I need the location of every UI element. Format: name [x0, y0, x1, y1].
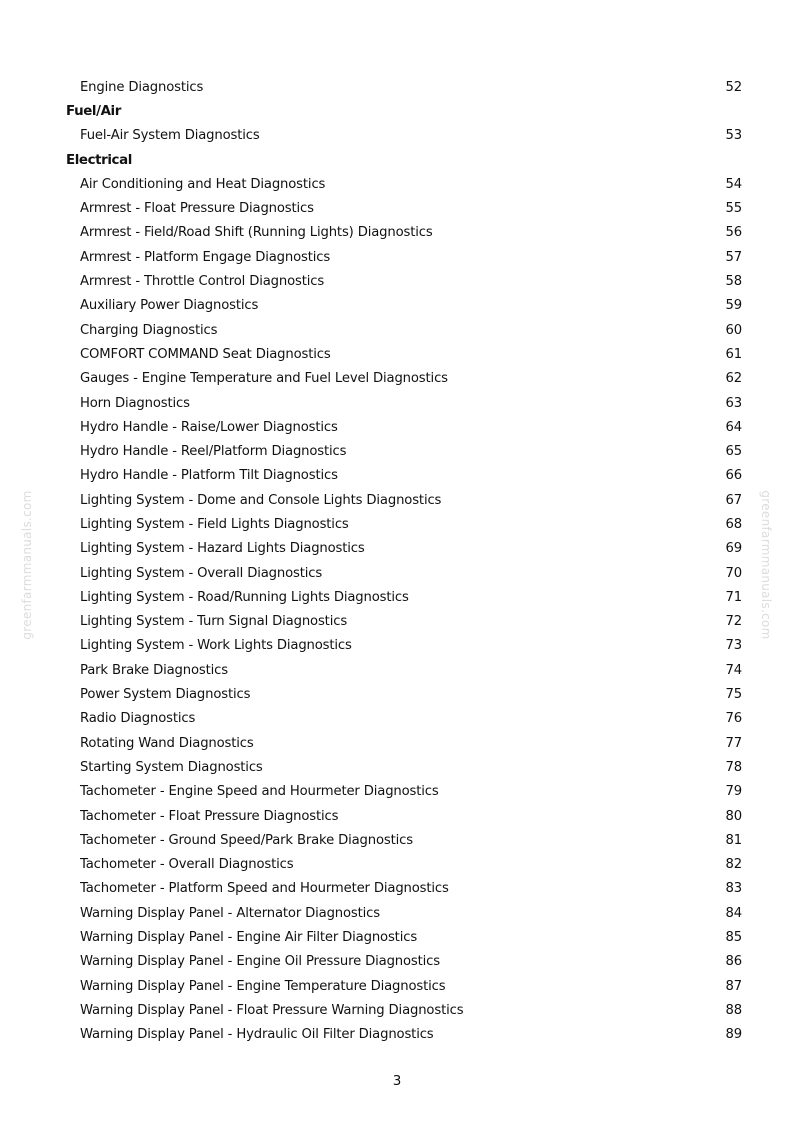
entry-title: Tachometer - Overall Diagnostics: [80, 857, 294, 873]
entry-title: Lighting System - Hazard Lights Diagnostics: [80, 541, 365, 557]
entry-page-number: 81: [725, 832, 742, 848]
entry-page-number: 53: [725, 128, 742, 144]
entry-title: Armrest - Float Pressure Diagnostics: [80, 201, 314, 217]
entry-page-number: 76: [725, 711, 742, 727]
entry-page-number: 56: [725, 225, 742, 241]
watermark-left: greenfarmmanuals.com: [20, 490, 34, 640]
entry-page-number: 83: [725, 881, 742, 897]
entry-page-number: 63: [725, 395, 742, 411]
entry-title: COMFORT COMMAND Seat Diagnostics: [80, 346, 331, 362]
toc-entry[interactable]: [66, 731, 742, 755]
entry-page-number: 59: [725, 298, 742, 314]
entry-page-number: 84: [725, 905, 742, 921]
entry-page-number: 80: [725, 808, 742, 824]
entry-title: Power System Diagnostics: [80, 687, 251, 703]
toc-entry[interactable]: [66, 415, 742, 439]
entry-title: Tachometer - Ground Speed/Park Brake Diagnostics: [80, 832, 413, 848]
entry-page-number: 87: [725, 978, 742, 994]
toc-entry[interactable]: [66, 634, 742, 658]
entry-page-number: 55: [725, 201, 742, 217]
entry-title: Charging Diagnostics: [80, 322, 218, 338]
toc-entry[interactable]: [66, 853, 742, 877]
entry-title: Lighting System - Road/Running Lights Diagnostics: [80, 589, 409, 605]
entry-title: Warning Display Panel - Engine Temperature Diagnostics: [80, 978, 446, 994]
toc-entry[interactable]: [66, 925, 742, 949]
entry-title: Lighting System - Field Lights Diagnostics: [80, 516, 349, 532]
toc-entry[interactable]: [66, 974, 742, 998]
entry-title: Armrest - Throttle Control Diagnostics: [80, 274, 325, 290]
toc-entry[interactable]: [66, 196, 742, 220]
toc-entry[interactable]: [66, 658, 742, 682]
entry-title: Armrest - Field/Road Shift (Running Lights) Diagnostics: [80, 225, 433, 241]
entry-title: Warning Display Panel - Alternator Diagnostics: [80, 905, 381, 921]
toc-entry[interactable]: [66, 269, 742, 293]
toc-entry[interactable]: [66, 439, 742, 463]
entry-page-number: 75: [725, 687, 742, 703]
toc-entry[interactable]: [66, 488, 742, 512]
entry-title: Lighting System - Work Lights Diagnostics: [80, 638, 352, 654]
entry-page-number: 78: [725, 759, 742, 775]
entry-page-number: 72: [725, 614, 742, 630]
entry-page-number: 82: [725, 857, 742, 873]
toc-entry[interactable]: [66, 707, 742, 731]
entry-page-number: 52: [725, 79, 742, 95]
entry-title: Lighting System - Overall Diagnostics: [80, 565, 323, 581]
entry-page-number: 62: [725, 371, 742, 387]
entry-title: Horn Diagnostics: [80, 395, 190, 411]
entry-page-number: 61: [725, 346, 742, 362]
toc-entry[interactable]: [66, 221, 742, 245]
entry-title: Hydro Handle - Reel/Platform Diagnostics: [80, 444, 347, 460]
entry-title: Park Brake Diagnostics: [80, 662, 228, 678]
toc-entry[interactable]: [66, 294, 742, 318]
toc-entry[interactable]: [66, 537, 742, 561]
toc-entry[interactable]: [66, 780, 742, 804]
entry-title: Radio Diagnostics: [80, 711, 196, 727]
entry-page-number: 73: [725, 638, 742, 654]
entry-title: Lighting System - Turn Signal Diagnostics: [80, 614, 348, 630]
entry-title: Engine Diagnostics: [80, 79, 204, 95]
toc-entry[interactable]: [66, 512, 742, 536]
toc-entry[interactable]: [66, 172, 742, 196]
toc-entry[interactable]: [66, 245, 742, 269]
entry-page-number: 79: [725, 784, 742, 800]
entry-title: Auxiliary Power Diagnostics: [80, 298, 259, 314]
entry-title: Rotating Wand Diagnostics: [80, 735, 254, 751]
toc-entry[interactable]: [66, 877, 742, 901]
entry-page-number: 65: [725, 444, 742, 460]
entry-title: Tachometer - Float Pressure Diagnostics: [80, 808, 339, 824]
toc-entry[interactable]: [66, 561, 742, 585]
entry-page-number: 77: [725, 735, 742, 751]
entry-title: Gauges - Engine Temperature and Fuel Level Diagnostics: [80, 371, 448, 387]
toc-entry[interactable]: [66, 998, 742, 1022]
toc-section-heading: [66, 99, 742, 123]
entry-page-number: 85: [725, 930, 742, 946]
toc-entry[interactable]: [66, 367, 742, 391]
toc-entry[interactable]: [66, 124, 742, 148]
toc-entry[interactable]: [66, 318, 742, 342]
toc-entry[interactable]: [66, 391, 742, 415]
entry-title: Warning Display Panel - Engine Air Filter Diagnostics: [80, 930, 418, 946]
toc-entry[interactable]: [66, 901, 742, 925]
entry-page-number: 66: [725, 468, 742, 484]
toc-entry[interactable]: [66, 950, 742, 974]
entry-title: Starting System Diagnostics: [80, 759, 263, 775]
entry-title: Armrest - Platform Engage Diagnostics: [80, 249, 331, 265]
section-title: Electrical: [66, 152, 132, 168]
entry-page-number: 57: [725, 249, 742, 265]
toc-entry[interactable]: [66, 75, 742, 99]
toc-entry[interactable]: [66, 828, 742, 852]
entry-page-number: 88: [725, 1002, 742, 1018]
entry-page-number: 70: [725, 565, 742, 581]
entry-page-number: 86: [725, 954, 742, 970]
toc-entry[interactable]: [66, 1023, 742, 1047]
entry-title: Warning Display Panel - Engine Oil Pressure Diagnostics: [80, 954, 440, 970]
entry-page-number: 67: [725, 492, 742, 508]
toc-entry[interactable]: [66, 804, 742, 828]
toc-entry[interactable]: [66, 464, 742, 488]
entry-page-number: 60: [725, 322, 742, 338]
entry-title: Lighting System - Dome and Console Lights Diagnostics: [80, 492, 442, 508]
entry-page-number: 68: [725, 516, 742, 532]
page-number: 3: [392, 1073, 402, 1089]
entry-title: Hydro Handle - Raise/Lower Diagnostics: [80, 419, 338, 435]
section-title: Fuel/Air: [66, 103, 121, 119]
toc-entry[interactable]: [66, 755, 742, 779]
entry-title: Tachometer - Engine Speed and Hourmeter Diagnostics: [80, 784, 439, 800]
entry-page-number: 54: [725, 176, 742, 192]
table-of-contents: [66, 75, 742, 1047]
toc-entry[interactable]: [66, 342, 742, 366]
toc-entry[interactable]: [66, 682, 742, 706]
entry-title: Hydro Handle - Platform Tilt Diagnostics: [80, 468, 338, 484]
toc-entry[interactable]: [66, 585, 742, 609]
entry-page-number: 89: [725, 1027, 742, 1043]
entry-page-number: 64: [725, 419, 742, 435]
entry-title: Warning Display Panel - Float Pressure Warning Diagnostics: [80, 1002, 464, 1018]
entry-title: Air Conditioning and Heat Diagnostics: [80, 176, 326, 192]
entry-page-number: 71: [725, 589, 742, 605]
watermark-right: greenfarmmanuals.com: [759, 490, 773, 640]
entry-title: Tachometer - Platform Speed and Hourmeter Diagnostics: [80, 881, 449, 897]
entry-page-number: 58: [725, 274, 742, 290]
toc-section-heading: [66, 148, 742, 172]
entry-title: Warning Display Panel - Hydraulic Oil Filter Diagnostics: [80, 1027, 434, 1043]
entry-page-number: 74: [725, 662, 742, 678]
toc-entry[interactable]: [66, 610, 742, 634]
entry-page-number: 69: [725, 541, 742, 557]
entry-title: Fuel-Air System Diagnostics: [80, 128, 260, 144]
